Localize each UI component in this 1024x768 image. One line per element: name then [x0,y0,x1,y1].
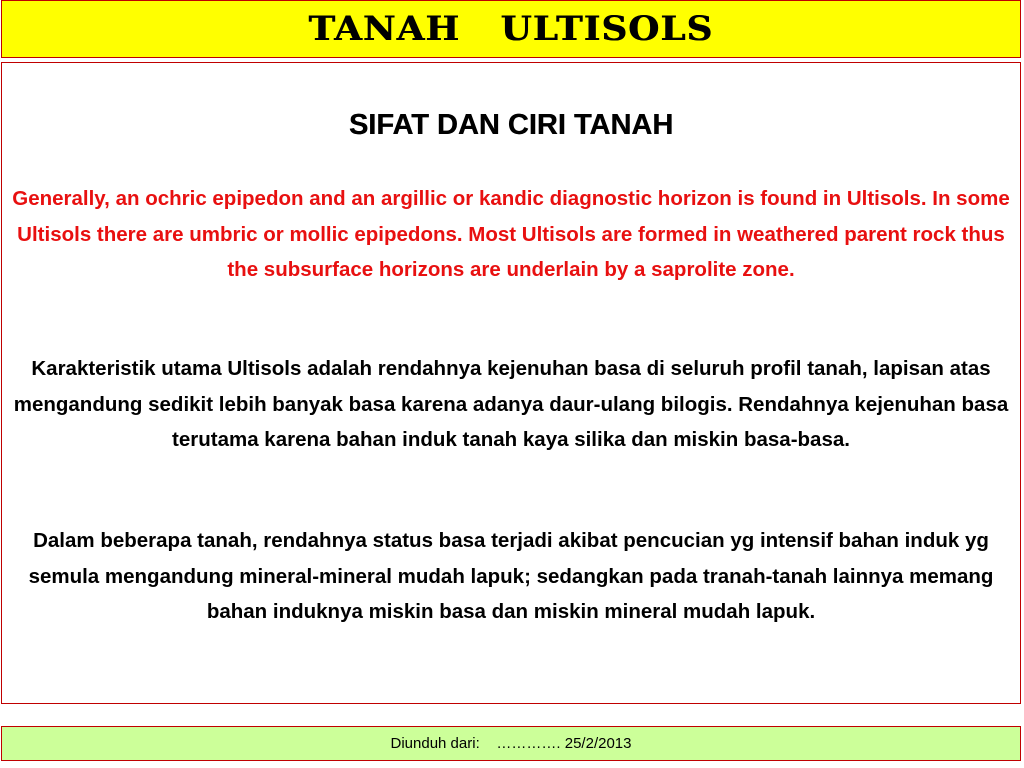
section-heading: SIFAT DAN CIRI TANAH [348,109,674,141]
paragraph-english: Generally, an ochric epipedon and an argillic or kandic diagnostic horizon is found in Ultisols. In some Ultisols there are umbric or mollic epipedons. Most Ultisols are formed in weathered parent rock thus the subsurface horizons are underlain by a saprolite zone. [12,187,1010,281]
title-bar [1,0,1021,58]
paragraph-karakteristik: Karakteristik utama Ultisols adalah rendahnya kejenuhan basa di seluruh profil tanah, lapisan atas mengandung sedikit lebih banyak basa karena adanya daur-ulang bilogis. Rendahnya kejenuhan basa terutama karena bahan induk tanah kaya silika dan miskin basa-basa. [13,357,1009,451]
footer-source: Diunduh dari: …………. 25/2/2013 [390,735,632,752]
slide-title: TANAH ULTISOLS [308,9,714,49]
paragraph-beberapa-tanah: Dalam beberapa tanah, rendahnya status basa terjadi akibat pencucian yg intensif bahan induk yg semula mengandung mineral-mineral mudah lapuk; sedangkan pada tranah-tanah lainnya memang bahan induknya miskin basa dan miskin mineral mudah lapuk. [28,529,994,623]
content-box [1,62,1021,704]
footer-bar [1,726,1021,761]
